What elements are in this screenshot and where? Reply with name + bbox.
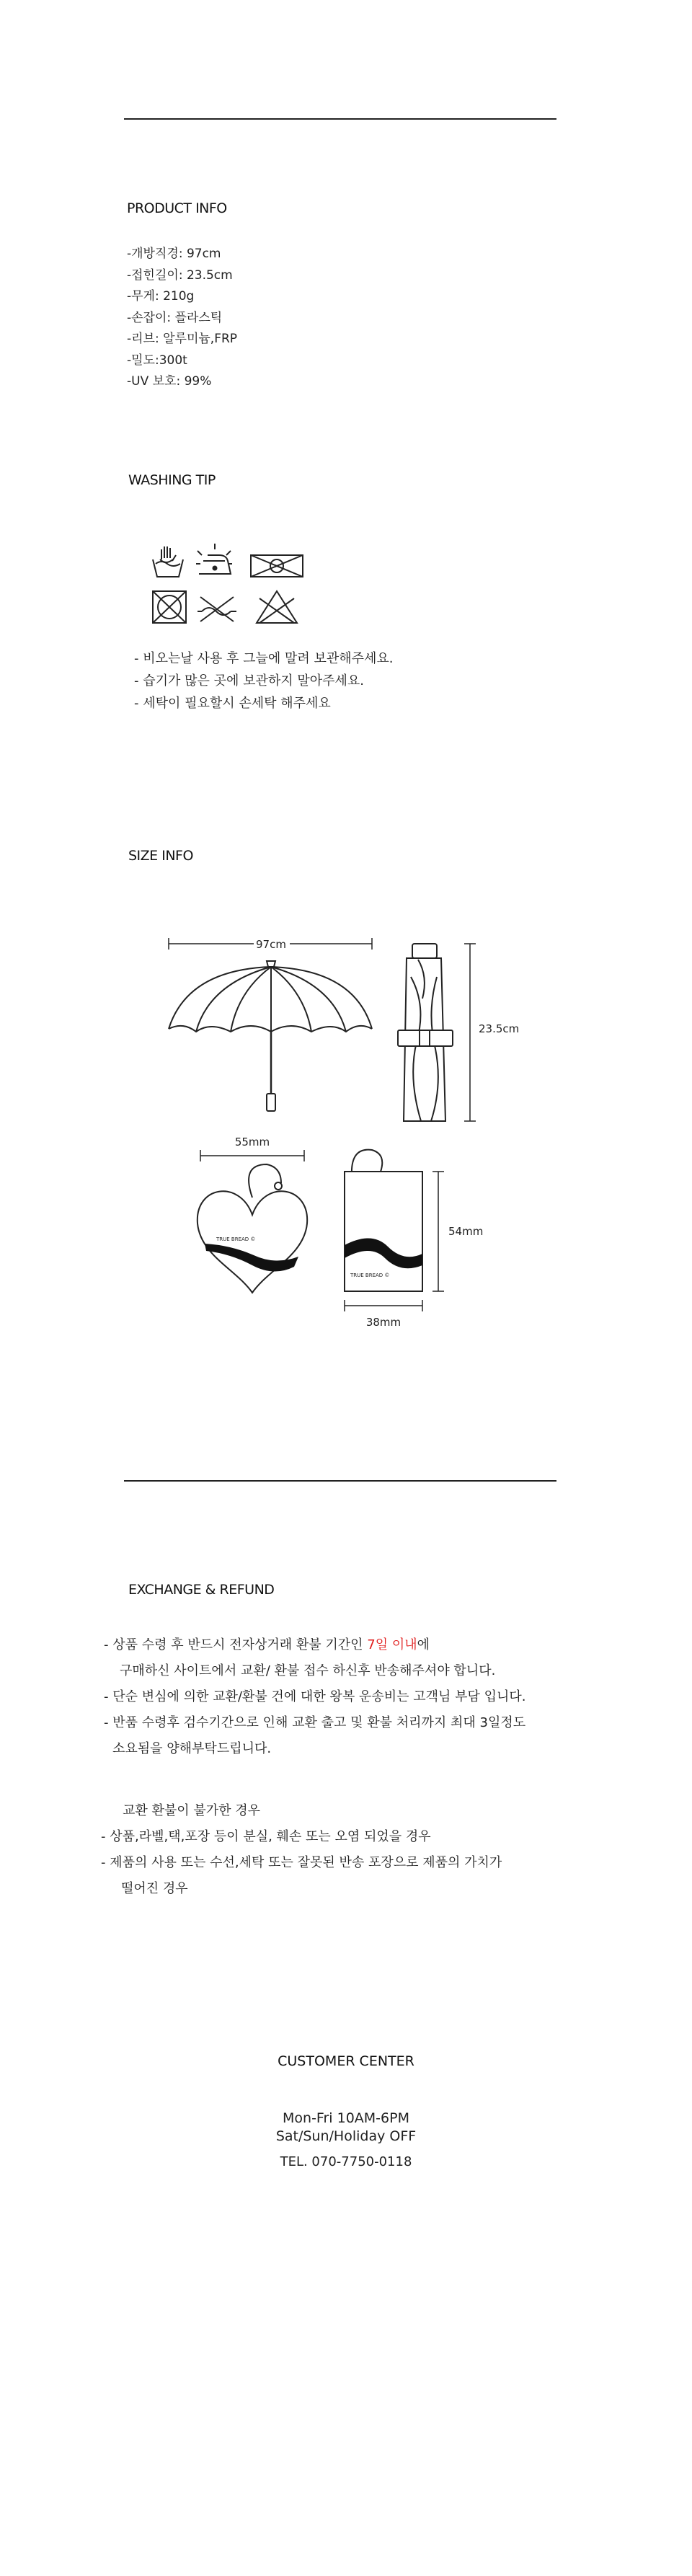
top-divider	[124, 118, 556, 120]
customer-center-off-days: Sat/Sun/Holiday OFF	[275, 2128, 417, 2144]
heart-tag-drawing	[198, 1164, 307, 1293]
no-dry-clean-icon	[153, 591, 186, 623]
spec-weight: -무게: 210g	[127, 289, 195, 304]
spec-handle: -손잡이: 플라스틱	[127, 310, 223, 325]
customer-center-phone[interactable]: TEL. 070-7750-0118	[280, 2154, 412, 2169]
exchange-line-4: - 반품 수령후 검수기간으로 인해 교환 출고 및 환불 처리까지 최대 3일정도	[104, 1715, 526, 1730]
customer-center-title: CUSTOMER CENTER	[278, 2053, 414, 2069]
hand-wash-icon	[153, 546, 183, 577]
square-brand-text: TRUE BREAD ©	[350, 1272, 390, 1278]
no-bleach-icon	[257, 591, 297, 623]
exchange-period-highlight: 7일 이내	[367, 1637, 417, 1652]
exchange-line-2: 구매하신 사이트에서 교환/ 환불 접수 하신후 반송해주셔야 합니다.	[120, 1663, 496, 1678]
folded-length-label: 23.5cm	[479, 1022, 520, 1035]
no-wring-icon	[198, 597, 236, 621]
size-info-title: SIZE INFO	[128, 848, 193, 864]
exchange-refund-title: EXCHANGE & REFUND	[128, 1582, 275, 1598]
tag-height-dimension	[432, 1172, 483, 1291]
size-diagram	[159, 926, 533, 1340]
not-allowed-item-1: - 상품,라벨,택,포장 등이 분실, 훼손 또는 오염 되었을 경우	[101, 1829, 431, 1844]
folded-length-dimension	[464, 944, 519, 1121]
not-allowed-item-3: 떨어진 경우	[121, 1881, 188, 1896]
tag-width-label: 38mm	[365, 1316, 402, 1329]
not-allowed-item-2: - 제품의 사용 또는 수선,세탁 또는 잘못된 반송 포장으로 제품의 가치가	[101, 1855, 502, 1870]
open-umbrella-drawing	[169, 961, 372, 1111]
spec-density: -밀도:300t	[127, 353, 187, 368]
heart-width-label: 55mm	[234, 1136, 270, 1148]
spec-rib: -리브: 알루미늄,FRP	[127, 332, 238, 346]
spec-folded-length: -접힌길이: 23.5cm	[127, 267, 233, 283]
spec-uv: -UV 보호: 99%	[127, 374, 212, 389]
iron-low-icon	[196, 544, 232, 574]
tip-item: - 비오는날 사용 후 그늘에 말려 보관해주세요.	[134, 651, 394, 666]
heart-brand-text: TRUE BREAD ©	[216, 1236, 256, 1242]
washing-tip-title: WASHING TIP	[128, 472, 216, 488]
no-tumble-dry-icon	[251, 555, 303, 577]
exchange-line-3: - 단순 변심에 의한 교환/환불 건에 대한 왕복 운송비는 고객님 부담 입니다.	[104, 1689, 526, 1704]
product-spec-list	[127, 244, 237, 393]
heart-width-dimension	[200, 1136, 304, 1161]
tag-height-label: 54mm	[448, 1225, 484, 1238]
square-tag-drawing	[345, 1150, 422, 1291]
care-symbols	[150, 539, 316, 629]
tip-item: - 습기가 많은 곳에 보관하지 말아주세요.	[134, 673, 365, 689]
exchange-line-5: 소요됨을 양해부탁드립니다.	[112, 1741, 272, 1756]
washing-tip-list	[134, 647, 394, 714]
not-allowed-title: 교환 환불이 불가한 경우	[123, 1803, 261, 1818]
middle-divider	[124, 1480, 556, 1482]
product-info-title: PRODUCT INFO	[127, 200, 227, 216]
spec-diameter: -개방직경: 97cm	[127, 247, 221, 261]
tip-item: - 세탁이 필요할시 손세탁 해주세요	[134, 696, 331, 711]
exchange-period-line: - 상품 수령 후 반드시 전자상거래 환불 기간인 7일 이내에	[104, 1637, 430, 1652]
open-width-dimension	[169, 938, 372, 951]
folded-umbrella-drawing	[398, 944, 453, 1121]
open-width-label: 97cm	[256, 938, 286, 951]
tag-width-dimension	[345, 1300, 422, 1329]
customer-center-hours: Mon-Fri 10AM-6PM	[283, 2110, 409, 2126]
